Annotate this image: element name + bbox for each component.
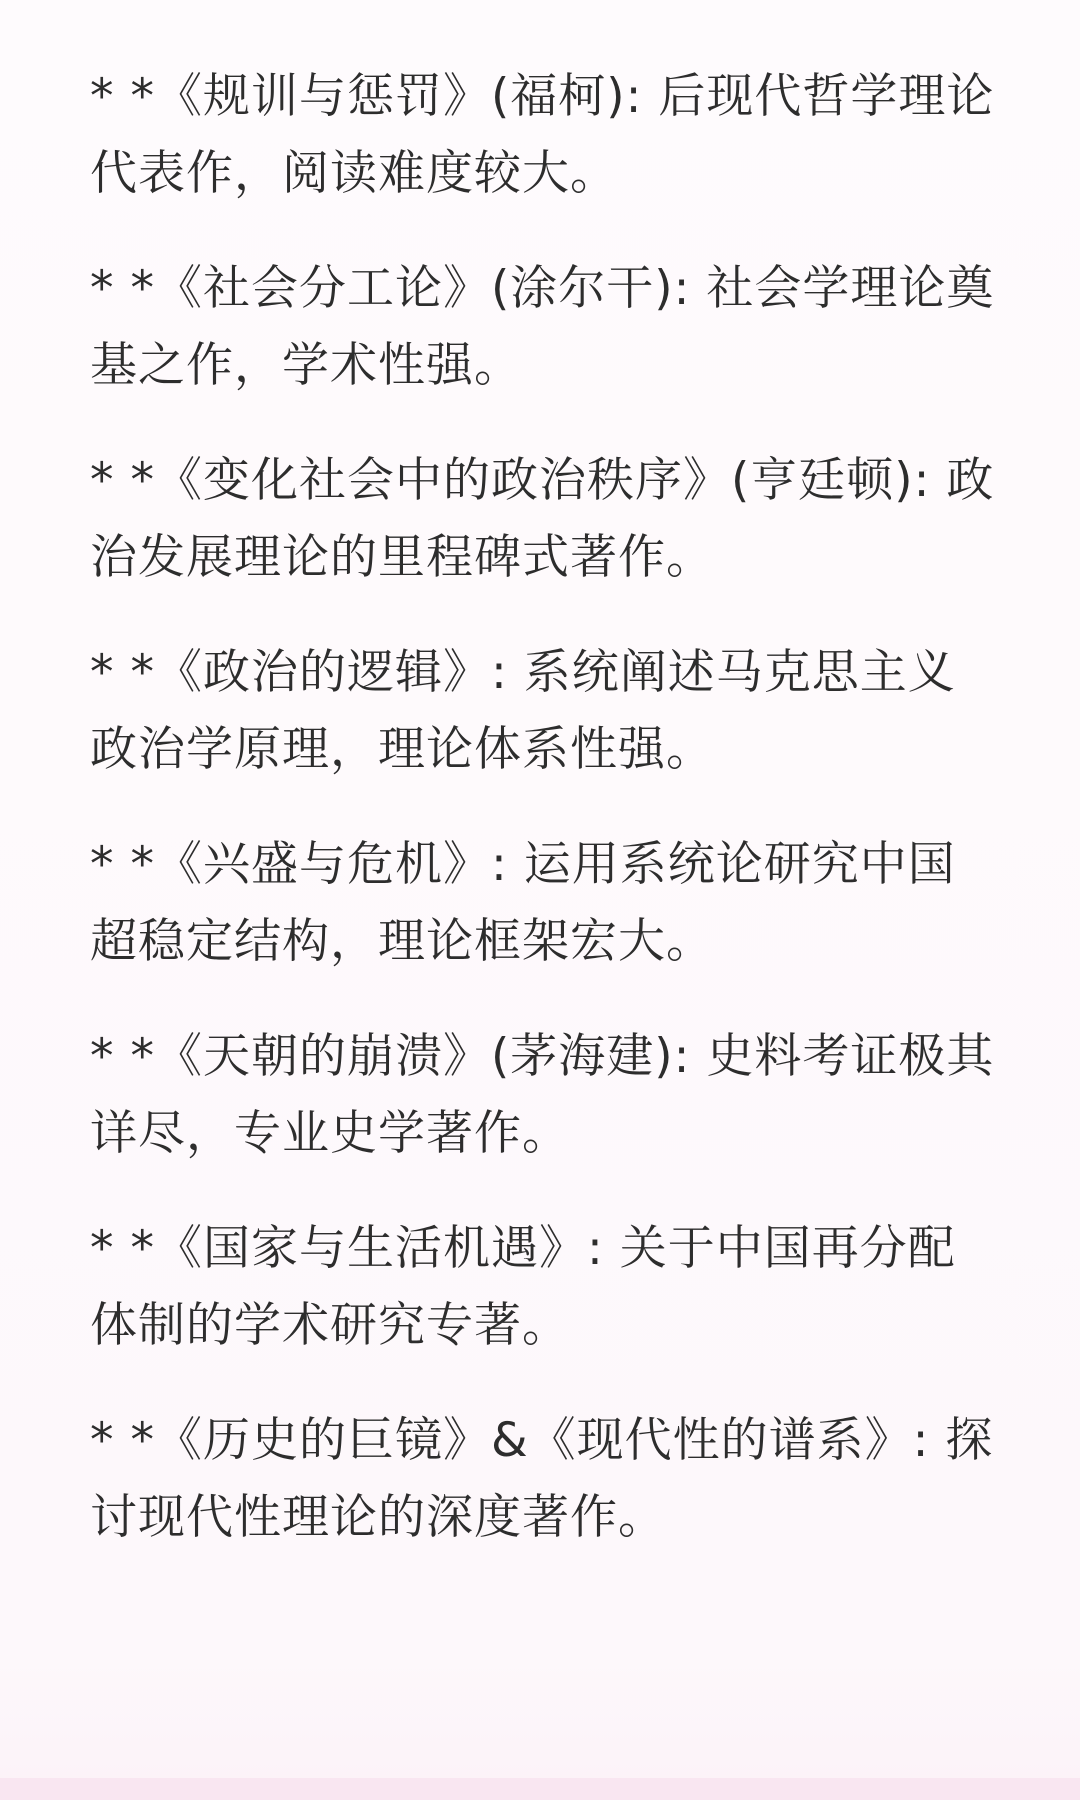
- list-item: * *《国家与生活机遇》: 关于中国再分配体制的学术研究专著。: [90, 1221, 956, 1353]
- book-list: [90, 58, 995, 1594]
- list-item: * *《社会分工论》(涂尔干): 社会学理论奠基之作，学术性强。: [90, 261, 995, 393]
- list-item: * *《政治的逻辑》: 系统阐述马克思主义政治学原理，理论体系性强。: [90, 645, 956, 777]
- list-item: * *《天朝的崩溃》(茅海建): 史料考证极其详尽，专业史学著作。: [90, 1029, 995, 1161]
- list-item: * *《兴盛与危机》: 运用系统论研究中国超稳定结构，理论框架宏大。: [90, 837, 956, 969]
- bottom-band: [0, 1778, 1080, 1800]
- list-item: * *《变化社会中的政治秩序》(亨廷顿): 政治发展理论的里程碑式著作。: [90, 453, 995, 585]
- list-item: * *《规训与惩罚》(福柯): 后现代哲学理论代表作，阅读难度较大。: [90, 69, 995, 201]
- list-item: * *《历史的巨镜》&《现代性的谱系》: 探讨现代性理论的深度著作。: [90, 1413, 994, 1545]
